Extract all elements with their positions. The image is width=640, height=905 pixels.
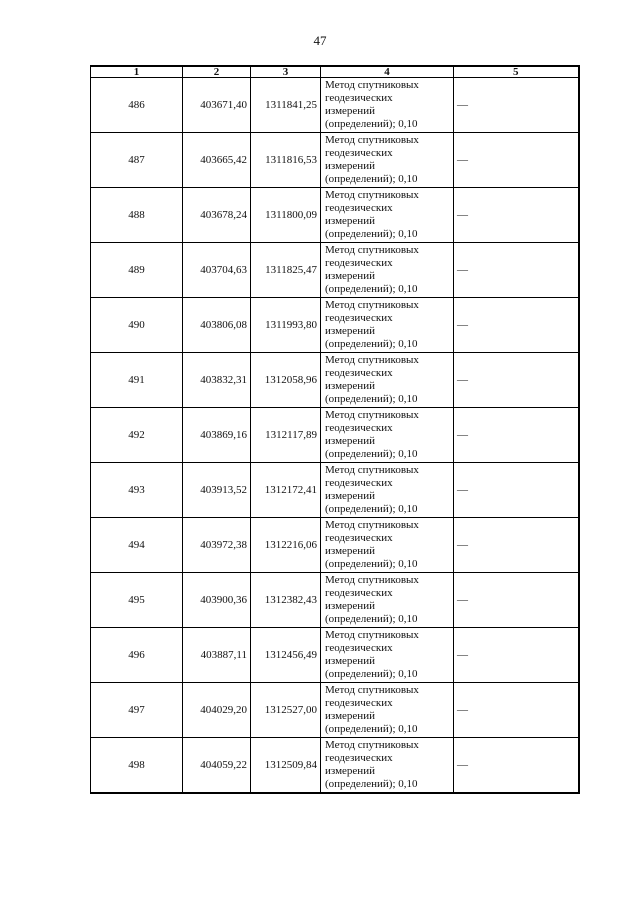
x-coordinate-cell: 403913,52 xyxy=(183,463,251,518)
method-text-line-3: измерений xyxy=(325,710,375,722)
empty-value-dash: — xyxy=(457,649,468,661)
x-coordinate-cell: 403869,16 xyxy=(183,408,251,463)
method-cell xyxy=(321,408,454,463)
empty-value-dash: — xyxy=(457,594,468,606)
method-cell xyxy=(321,133,454,188)
point-number-cell: 486 xyxy=(91,78,183,133)
point-number-cell: 487 xyxy=(91,133,183,188)
y-coordinate-cell: 1312382,43 xyxy=(251,573,321,628)
table-row xyxy=(91,353,579,408)
method-text-line-3: измерений xyxy=(325,105,375,117)
method-text-line-4: (определений); 0,10 xyxy=(325,613,418,625)
method-cell xyxy=(321,188,454,243)
column-header-4: 4 xyxy=(321,66,454,78)
method-text-line-1: Метод спутниковых xyxy=(325,574,419,586)
column-5-cell xyxy=(454,738,579,794)
x-coordinate-cell: 404029,20 xyxy=(183,683,251,738)
point-number-cell: 488 xyxy=(91,188,183,243)
x-coordinate-cell: 403806,08 xyxy=(183,298,251,353)
empty-value-dash: — xyxy=(457,99,468,111)
method-text-line-2: геодезических xyxy=(325,697,393,709)
x-coordinate-cell: 403671,40 xyxy=(183,78,251,133)
column-5-cell xyxy=(454,518,579,573)
method-text-line-1: Метод спутниковых xyxy=(325,629,419,641)
table-row xyxy=(91,463,579,518)
column-header-1: 1 xyxy=(91,66,183,78)
column-5-cell xyxy=(454,188,579,243)
method-text-line-4: (определений); 0,10 xyxy=(325,778,418,790)
method-text-line-4: (определений); 0,10 xyxy=(325,338,418,350)
method-cell xyxy=(321,738,454,794)
method-text-line-3: измерений xyxy=(325,380,375,392)
method-text-line-1: Метод спутниковых xyxy=(325,134,419,146)
empty-value-dash: — xyxy=(457,429,468,441)
method-text-line-4: (определений); 0,10 xyxy=(325,228,418,240)
method-text-line-3: измерений xyxy=(325,765,375,777)
x-coordinate-cell: 403704,63 xyxy=(183,243,251,298)
method-text-line-1: Метод спутниковых xyxy=(325,79,419,91)
column-5-cell xyxy=(454,298,579,353)
method-text-line-2: геодезических xyxy=(325,257,393,269)
method-text-line-3: измерений xyxy=(325,490,375,502)
method-text-line-1: Метод спутниковых xyxy=(325,409,419,421)
method-text-line-3: измерений xyxy=(325,435,375,447)
method-cell xyxy=(321,573,454,628)
empty-value-dash: — xyxy=(457,209,468,221)
empty-value-dash: — xyxy=(457,264,468,276)
empty-value-dash: — xyxy=(457,539,468,551)
method-text-line-2: геодезических xyxy=(325,532,393,544)
method-text-line-2: геодезических xyxy=(325,92,393,104)
point-number-cell: 496 xyxy=(91,628,183,683)
empty-value-dash: — xyxy=(457,374,468,386)
table-header xyxy=(91,66,579,78)
method-text-line-3: измерений xyxy=(325,325,375,337)
column-header-2: 2 xyxy=(183,66,251,78)
method-text-line-4: (определений); 0,10 xyxy=(325,668,418,680)
method-text-line-1: Метод спутниковых xyxy=(325,244,419,256)
method-text-line-1: Метод спутниковых xyxy=(325,354,419,366)
method-text-line-1: Метод спутниковых xyxy=(325,299,419,311)
y-coordinate-cell: 1312509,84 xyxy=(251,738,321,794)
method-cell xyxy=(321,463,454,518)
empty-value-dash: — xyxy=(457,704,468,716)
column-5-cell xyxy=(454,78,579,133)
method-text-line-2: геодезических xyxy=(325,587,393,599)
y-coordinate-cell: 1312216,06 xyxy=(251,518,321,573)
table-row xyxy=(91,298,579,353)
method-text-line-4: (определений); 0,10 xyxy=(325,448,418,460)
point-number-cell: 495 xyxy=(91,573,183,628)
method-text-line-2: геодезических xyxy=(325,477,393,489)
table-row xyxy=(91,628,579,683)
table-row xyxy=(91,243,579,298)
method-text-line-4: (определений); 0,10 xyxy=(325,118,418,130)
method-text-line-4: (определений); 0,10 xyxy=(325,503,418,515)
method-text-line-3: измерений xyxy=(325,655,375,667)
empty-value-dash: — xyxy=(457,759,468,771)
x-coordinate-cell: 403665,42 xyxy=(183,133,251,188)
method-text-line-3: измерений xyxy=(325,600,375,612)
method-text-line-1: Метод спутниковых xyxy=(325,189,419,201)
column-header-3: 3 xyxy=(251,66,321,78)
method-text-line-4: (определений); 0,10 xyxy=(325,558,418,570)
method-text-line-4: (определений); 0,10 xyxy=(325,283,418,295)
table-body xyxy=(91,78,579,794)
y-coordinate-cell: 1311800,09 xyxy=(251,188,321,243)
y-coordinate-cell: 1311993,80 xyxy=(251,298,321,353)
y-coordinate-cell: 1312172,41 xyxy=(251,463,321,518)
column-5-cell xyxy=(454,628,579,683)
empty-value-dash: — xyxy=(457,484,468,496)
column-5-cell xyxy=(454,133,579,188)
table-row xyxy=(91,188,579,243)
y-coordinate-cell: 1311816,53 xyxy=(251,133,321,188)
table-row xyxy=(91,408,579,463)
method-text-line-2: геодезических xyxy=(325,422,393,434)
table-row xyxy=(91,133,579,188)
table-row xyxy=(91,738,579,794)
y-coordinate-cell: 1312117,89 xyxy=(251,408,321,463)
method-text-line-2: геодезических xyxy=(325,202,393,214)
method-cell xyxy=(321,518,454,573)
point-number-cell: 494 xyxy=(91,518,183,573)
method-text-line-4: (определений); 0,10 xyxy=(325,723,418,735)
method-cell xyxy=(321,243,454,298)
method-text-line-3: измерений xyxy=(325,215,375,227)
method-cell xyxy=(321,78,454,133)
method-text-line-3: измерений xyxy=(325,270,375,282)
point-number-cell: 493 xyxy=(91,463,183,518)
method-cell xyxy=(321,298,454,353)
method-cell xyxy=(321,353,454,408)
table-row xyxy=(91,683,579,738)
x-coordinate-cell: 403972,38 xyxy=(183,518,251,573)
method-text-line-2: геодезических xyxy=(325,312,393,324)
x-coordinate-cell: 403832,31 xyxy=(183,353,251,408)
method-text-line-1: Метод спутниковых xyxy=(325,684,419,696)
method-text-line-2: геодезических xyxy=(325,752,393,764)
coordinates-table xyxy=(90,65,580,794)
method-text-line-3: измерений xyxy=(325,545,375,557)
method-text-line-4: (определений); 0,10 xyxy=(325,393,418,405)
y-coordinate-cell: 1311841,25 xyxy=(251,78,321,133)
point-number-cell: 492 xyxy=(91,408,183,463)
y-coordinate-cell: 1312527,00 xyxy=(251,683,321,738)
point-number-cell: 489 xyxy=(91,243,183,298)
column-5-cell xyxy=(454,463,579,518)
column-5-cell xyxy=(454,243,579,298)
x-coordinate-cell: 403900,36 xyxy=(183,573,251,628)
point-number-cell: 497 xyxy=(91,683,183,738)
page-number: 47 xyxy=(313,33,327,48)
column-5-cell xyxy=(454,683,579,738)
point-number-cell: 491 xyxy=(91,353,183,408)
column-5-cell xyxy=(454,353,579,408)
table-row xyxy=(91,78,579,133)
empty-value-dash: — xyxy=(457,154,468,166)
table-row xyxy=(91,573,579,628)
method-text-line-2: геодезических xyxy=(325,147,393,159)
method-cell xyxy=(321,628,454,683)
y-coordinate-cell: 1312456,49 xyxy=(251,628,321,683)
method-text-line-3: измерений xyxy=(325,160,375,172)
point-number-cell: 490 xyxy=(91,298,183,353)
column-5-cell xyxy=(454,408,579,463)
table-row xyxy=(91,518,579,573)
method-cell xyxy=(321,683,454,738)
column-5-cell xyxy=(454,573,579,628)
point-number-cell: 498 xyxy=(91,738,183,794)
y-coordinate-cell: 1311825,47 xyxy=(251,243,321,298)
x-coordinate-cell: 403887,11 xyxy=(183,628,251,683)
column-header-5: 5 xyxy=(454,66,579,78)
method-text-line-2: геодезических xyxy=(325,642,393,654)
method-text-line-1: Метод спутниковых xyxy=(325,464,419,476)
empty-value-dash: — xyxy=(457,319,468,331)
method-text-line-2: геодезических xyxy=(325,367,393,379)
method-text-line-1: Метод спутниковых xyxy=(325,739,419,751)
y-coordinate-cell: 1312058,96 xyxy=(251,353,321,408)
header-row xyxy=(91,66,579,78)
method-text-line-1: Метод спутниковых xyxy=(325,519,419,531)
method-text-line-4: (определений); 0,10 xyxy=(325,173,418,185)
x-coordinate-cell: 403678,24 xyxy=(183,188,251,243)
x-coordinate-cell: 404059,22 xyxy=(183,738,251,794)
